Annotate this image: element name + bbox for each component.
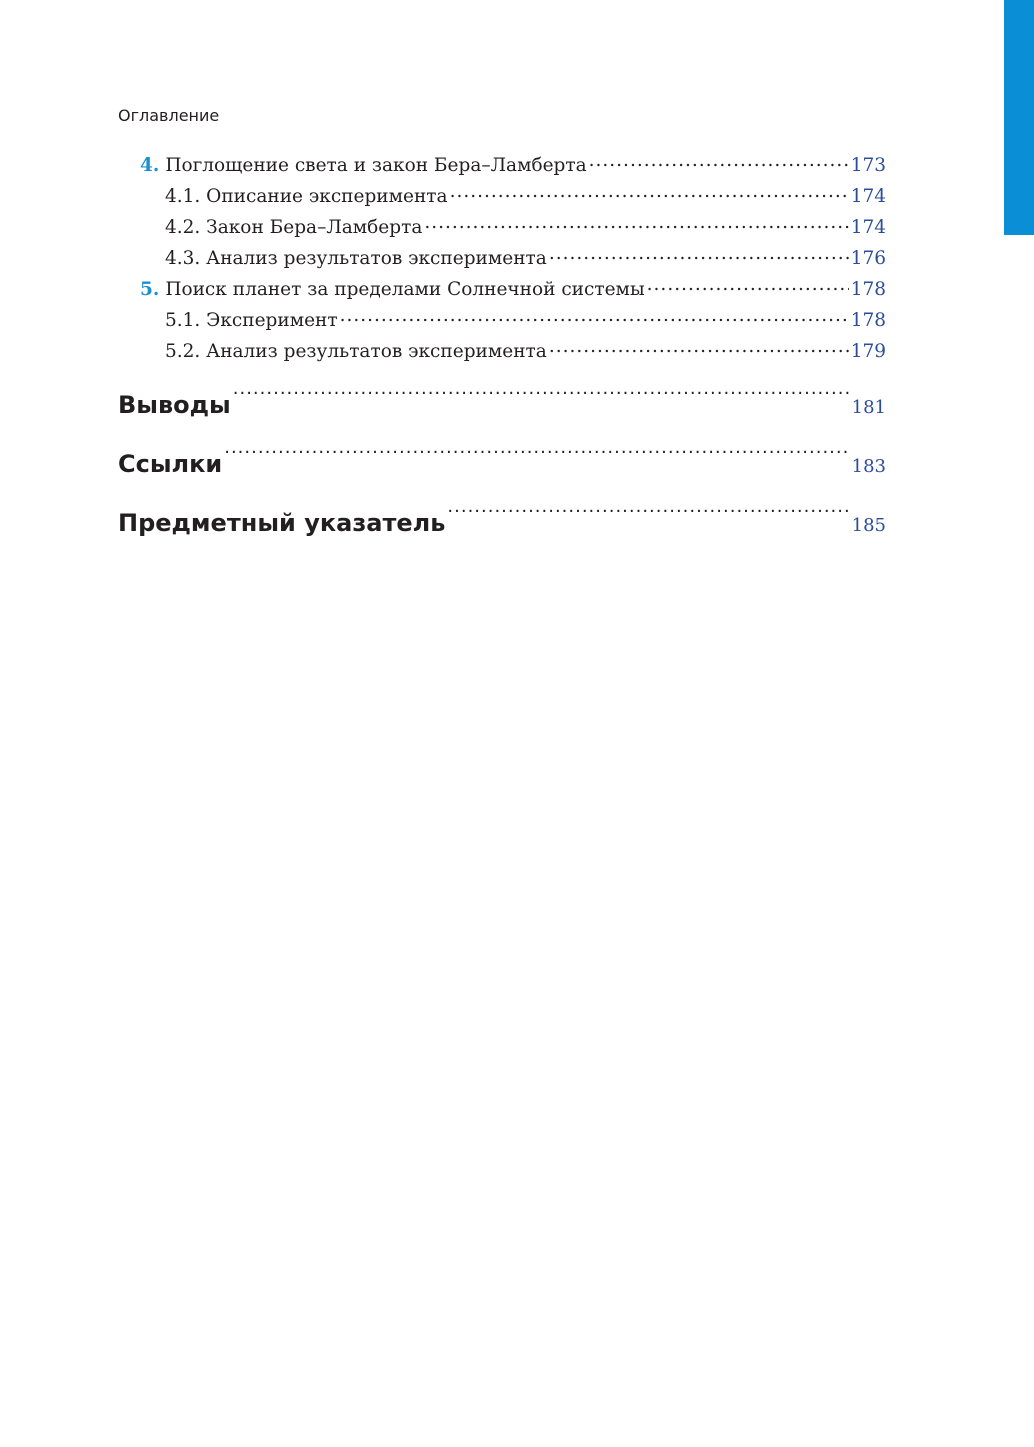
toc-entry-subject-index[interactable] [118, 495, 886, 554]
dot-leader [340, 308, 849, 327]
dot-leader [233, 389, 850, 413]
toc-entry-conclusions[interactable] [118, 377, 886, 436]
toc-entry-references[interactable] [118, 436, 886, 495]
page-number[interactable]: 178 [850, 279, 886, 300]
table-of-contents [118, 150, 886, 554]
toc-entry-section-4-3[interactable] [118, 243, 886, 274]
entry-title: Выводы [118, 391, 231, 419]
dot-leader [424, 215, 848, 234]
page-number[interactable]: 185 [851, 515, 886, 536]
page-number[interactable]: 181 [851, 397, 886, 418]
entry-title: Ссылки [118, 450, 223, 478]
entry-title: 4.1. Описание эксперимента [165, 186, 448, 207]
side-tab-marker [1004, 0, 1034, 235]
page-number[interactable]: 174 [850, 186, 886, 207]
entry-title: 5.1. Эксперимент [165, 310, 338, 331]
spacer [118, 367, 886, 377]
entry-title: 4.3. Анализ результатов эксперимента [165, 248, 547, 269]
page-number[interactable]: 173 [850, 155, 886, 176]
page-number[interactable]: 174 [850, 217, 886, 238]
entry-title: 4.2. Закон Бера–Ламберта [165, 217, 423, 238]
toc-entry-section-4-1[interactable] [118, 181, 886, 212]
dot-leader [224, 448, 849, 472]
toc-entry-section-4-2[interactable] [118, 212, 886, 243]
dot-leader [589, 153, 849, 172]
dot-leader [549, 246, 849, 265]
running-header: Оглавление [118, 106, 220, 125]
entry-title: Предметный указатель [118, 509, 446, 537]
page-number[interactable]: 178 [850, 310, 886, 331]
page-number[interactable]: 179 [850, 341, 886, 362]
dot-leader [647, 277, 849, 296]
dot-leader [549, 339, 849, 358]
toc-entry-section-5-1[interactable] [118, 305, 886, 336]
chapter-number: 5. [140, 279, 160, 300]
entry-title: 5.2. Анализ результатов эксперимента [165, 341, 547, 362]
entry-title: Поиск планет за пределами Солнечной системы [165, 279, 645, 300]
page-number[interactable]: 183 [851, 456, 886, 477]
toc-entry-chapter-5[interactable] [118, 274, 886, 305]
chapter-number: 4. [140, 155, 160, 176]
page-number[interactable]: 176 [850, 248, 886, 269]
dot-leader [450, 184, 849, 203]
toc-entry-section-5-2[interactable] [118, 336, 886, 367]
dot-leader [447, 507, 849, 531]
toc-entry-chapter-4[interactable] [118, 150, 886, 181]
entry-title: Поглощение света и закон Бера–Ламберта [165, 155, 587, 176]
